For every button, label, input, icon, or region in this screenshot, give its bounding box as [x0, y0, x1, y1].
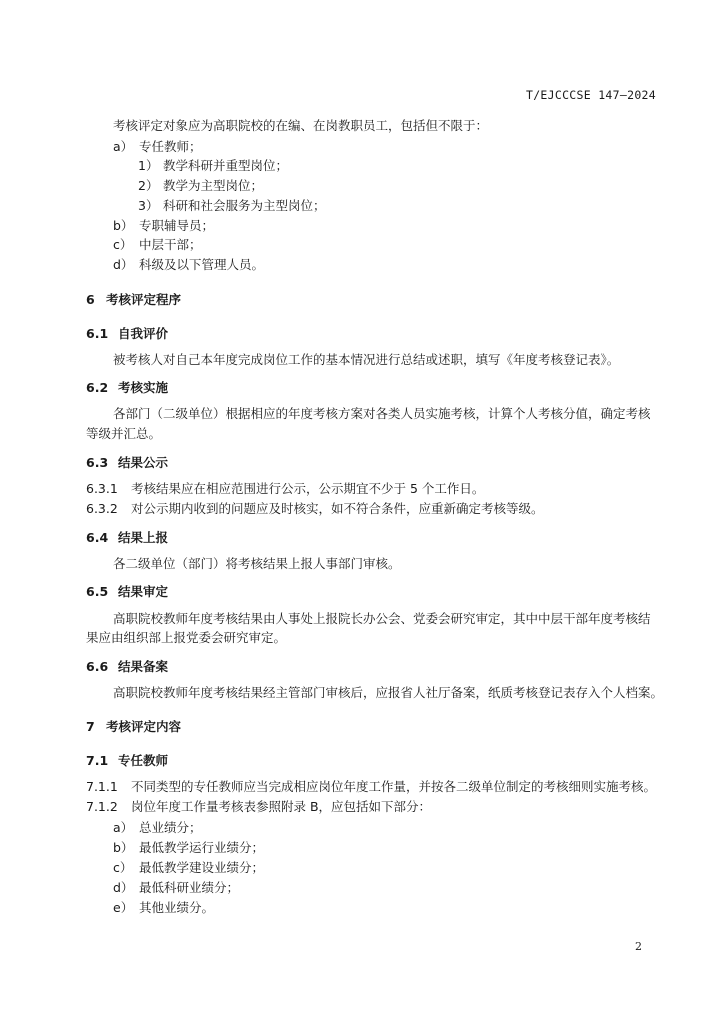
subsection-title: 结果公示: [118, 455, 169, 470]
list-item: 总业绩分；: [139, 820, 202, 835]
list-marker: e）: [113, 900, 134, 915]
list-item: 科级及以下管理人员。: [139, 257, 265, 272]
clause-number: 7.1.2: [86, 799, 118, 814]
section-title: 考核评定内容: [106, 719, 182, 734]
subsection-number: 6.6: [86, 659, 109, 674]
list-marker: 3）: [138, 198, 159, 213]
section-number: 7: [86, 719, 95, 734]
subsection-title: 结果审定: [118, 584, 169, 599]
subsection-title: 专任教师: [118, 753, 169, 768]
paragraph: 被考核人对自己本年度完成岗位工作的基本情况进行总结或述职，填写《年度考核登记表》。: [113, 352, 620, 367]
list-item: 最低科研业绩分；: [139, 880, 240, 895]
section-number: 6: [86, 292, 95, 307]
clause-text: 岗位年度工作量考核表参照附录 B，应包括如下部分：: [131, 799, 432, 814]
paragraph-continued: 果应由组织部上报党委会研究审定。: [86, 630, 287, 645]
list-item: 专任教师；: [139, 139, 202, 154]
subsection-title: 考核实施: [118, 380, 169, 395]
list-marker: 2）: [138, 178, 159, 193]
list-marker: c）: [113, 237, 133, 252]
subsection-number: 6.2: [86, 380, 109, 395]
standard-code: T/EJCCCSE 147—2024: [525, 88, 656, 102]
list-item: 最低教学运行业绩分；: [139, 840, 265, 855]
list-marker: a）: [113, 139, 134, 154]
subsection-title: 结果上报: [118, 530, 169, 545]
subsection-number: 6.5: [86, 584, 109, 599]
clause-number: 6.3.2: [86, 501, 118, 516]
intro-paragraph: 考核评定对象应为高职院校的在编、在岗教职员工，包括但不限于：: [113, 118, 489, 133]
paragraph: 各部门（二级单位）根据相应的年度考核方案对各类人员实施考核，计算个人考核分值，确定考核: [113, 406, 651, 421]
list-marker: d）: [113, 257, 134, 272]
section-title: 考核评定程序: [106, 292, 182, 307]
subsection-number: 6.4: [86, 530, 109, 545]
list-item: 科研和社会服务为主型岗位；: [163, 198, 326, 213]
clause-text: 考核结果应在相应范围进行公示，公示期宜不少于 5 个工作日。: [131, 481, 485, 496]
list-marker: d）: [113, 880, 134, 895]
list-marker: c）: [113, 860, 133, 875]
paragraph-continued: 等级并汇总。: [86, 426, 162, 441]
subsection-title: 自我评价: [118, 326, 169, 341]
subsection-title: 结果备案: [118, 659, 169, 674]
list-item: 专职辅导员；: [139, 218, 215, 233]
page-number: 2: [635, 940, 642, 953]
paragraph: 高职院校教师年度考核结果由人事处上报院长办公会、党委会研究审定，其中中层干部年度考核结: [113, 611, 651, 626]
list-item: 教学为主型岗位；: [163, 178, 264, 193]
list-marker: 1）: [138, 158, 159, 173]
paragraph: 各二级单位（部门）将考核结果上报人事部门审核。: [113, 556, 401, 571]
clause-number: 6.3.1: [86, 481, 118, 496]
list-marker: a）: [113, 820, 134, 835]
subsection-number: 6.3: [86, 455, 109, 470]
list-item: 最低教学建设业绩分；: [139, 860, 265, 875]
list-item: 中层干部；: [139, 237, 202, 252]
list-marker: b）: [113, 840, 134, 855]
list-item: 教学科研并重型岗位；: [163, 158, 289, 173]
clause-number: 7.1.1: [86, 779, 118, 794]
clause-text: 不同类型的专任教师应当完成相应岗位年度工作量，并按各二级单位制定的考核细则实施考核。: [131, 779, 657, 794]
clause-text: 对公示期内收到的问题应及时核实，如不符合条件，应重新确定考核等级。: [131, 501, 544, 516]
paragraph: 高职院校教师年度考核结果经主管部门审核后，应报省人社厅备案，纸质考核登记表存入个人档案。: [113, 685, 664, 700]
list-marker: b）: [113, 218, 134, 233]
subsection-number: 7.1: [86, 753, 109, 768]
list-item: 其他业绩分。: [139, 900, 215, 915]
subsection-number: 6.1: [86, 326, 109, 341]
